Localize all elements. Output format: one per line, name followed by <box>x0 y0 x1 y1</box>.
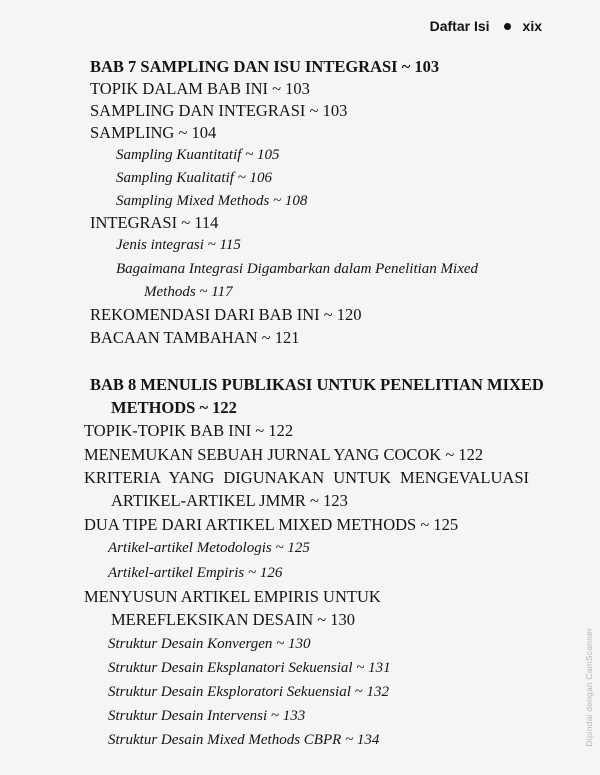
bullet-icon <box>504 23 511 30</box>
toc-entry: REKOMENDASI DARI BAB INI ~ 120 <box>90 305 362 324</box>
toc-subentry: Sampling Kuantitatif ~ 105 <box>116 147 280 163</box>
toc-entry: TOPIK-TOPIK BAB INI ~ 122 <box>84 421 294 440</box>
toc-subentry: Jenis integrasi ~ 115 <box>116 237 241 253</box>
toc-subentry-continued: Methods ~ 117 <box>144 284 233 300</box>
toc-entry: TOPIK DALAM BAB INI ~ 103 <box>90 79 310 98</box>
running-header <box>430 18 542 34</box>
toc-chapter-8: BAB 8 MENULIS PUBLIKASI UNTUK PENELITIAN MIXED <box>90 375 544 394</box>
toc-subentry: Artikel-artikel Metodologis ~ 125 <box>108 540 310 556</box>
toc-entry: MENEMUKAN SEBUAH JURNAL YANG COCOK ~ 122 <box>84 445 484 464</box>
toc-subentry: Sampling Kualitatif ~ 106 <box>116 170 273 186</box>
toc-subentry: Sampling Mixed Methods ~ 108 <box>116 193 308 209</box>
toc-entry: MENYUSUN ARTIKEL EMPIRIS UNTUK <box>84 587 381 606</box>
toc-subentry: Struktur Desain Intervensi ~ 133 <box>108 708 306 724</box>
toc-subentry: Struktur Desain Mixed Methods CBPR ~ 134 <box>108 732 380 748</box>
toc-entry: BACAAN TAMBAHAN ~ 121 <box>90 328 300 347</box>
toc-entry: INTEGRASI ~ 114 <box>90 213 219 232</box>
toc-entry: SAMPLING ~ 104 <box>90 123 217 142</box>
toc-subentry: Struktur Desain Eksplanatori Sekuensial ~ 131 <box>108 660 391 676</box>
toc-entry: DUA TIPE DARI ARTIKEL MIXED METHODS ~ 125 <box>84 515 459 534</box>
header-page-number: xix <box>522 18 542 34</box>
toc-entry: KRITERIA YANG DIGUNAKAN UNTUK MENGEVALUASI <box>84 468 529 487</box>
toc-entry-continued: ARTIKEL-ARTIKEL JMMR ~ 123 <box>111 491 348 510</box>
toc-chapter-8-continued: METHODS ~ 122 <box>111 398 237 417</box>
header-title: Daftar Isi <box>429 18 490 34</box>
toc-subentry: Bagaimana Integrasi Digambarkan dalam Penelitian Mixed <box>116 261 479 277</box>
scanner-watermark: Dipindai dengan CamScanner <box>584 628 594 747</box>
toc-subentry: Struktur Desain Eksploratori Sekuensial ~ 132 <box>108 684 390 700</box>
toc-subentry: Struktur Desain Konvergen ~ 130 <box>108 636 311 652</box>
toc-entry-continued: MEREFLEKSIKAN DESAIN ~ 130 <box>111 610 356 629</box>
toc-entry: SAMPLING DAN INTEGRASI ~ 103 <box>90 101 348 120</box>
toc-chapter-7: BAB 7 SAMPLING DAN ISU INTEGRASI ~ 103 <box>90 57 440 76</box>
toc-subentry: Artikel-artikel Empiris ~ 126 <box>108 565 283 581</box>
